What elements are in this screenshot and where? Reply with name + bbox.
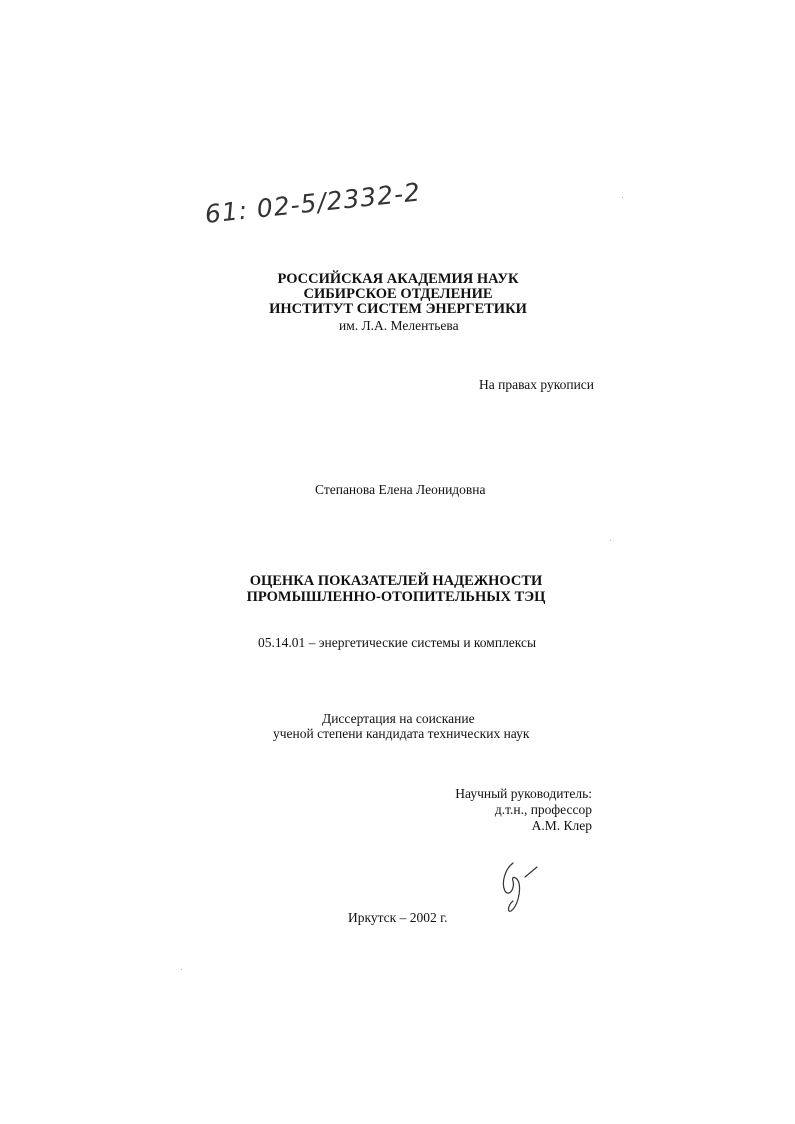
signature-stroke-tail — [525, 867, 537, 877]
degree-line-2: ученой степени кандидата технических наук — [273, 726, 530, 741]
author-name: Степанова Елена Леонидовна — [315, 482, 486, 497]
org-line-academy: РОССИЙСКАЯ АКАДЕМИЯ НАУК — [277, 271, 519, 287]
manuscript-note: На правах рукописи — [479, 377, 595, 392]
signature-drawing — [495, 855, 545, 915]
degree-line-1: Диссертация на соискание — [322, 711, 475, 726]
scan-speck — [181, 969, 182, 970]
supervisor-degree: д.т.н., профессор — [494, 802, 592, 817]
scan-speck — [610, 540, 611, 541]
org-line-branch: СИБИРСКОЕ ОТДЕЛЕНИЕ — [303, 286, 493, 302]
specialty-code: 05.14.01 – энергетические системы и комплексы — [258, 635, 537, 650]
signature-stroke-main — [503, 863, 519, 911]
supervisor-label: Научный руководитель: — [455, 786, 592, 801]
title-line-2: ПРОМЫШЛЕННО-ОТОПИТЕЛЬНЫХ ТЭЦ — [246, 589, 546, 605]
scan-speck — [622, 197, 623, 198]
supervisor-name: А.М. Клер — [531, 818, 592, 833]
org-line-institute: ИНСТИТУТ СИСТЕМ ЭНЕРГЕТИКИ — [269, 301, 527, 317]
handwritten-archive-code: 61: 02-5/2332-2 — [203, 177, 423, 229]
org-line-named-after: им. Л.А. Мелентьева — [339, 318, 459, 333]
place-and-year: Иркутск – 2002 г. — [348, 910, 448, 925]
title-line-1: ОЦЕНКА ПОКАЗАТЕЛЕЙ НАДЕЖНОСТИ — [249, 573, 543, 589]
